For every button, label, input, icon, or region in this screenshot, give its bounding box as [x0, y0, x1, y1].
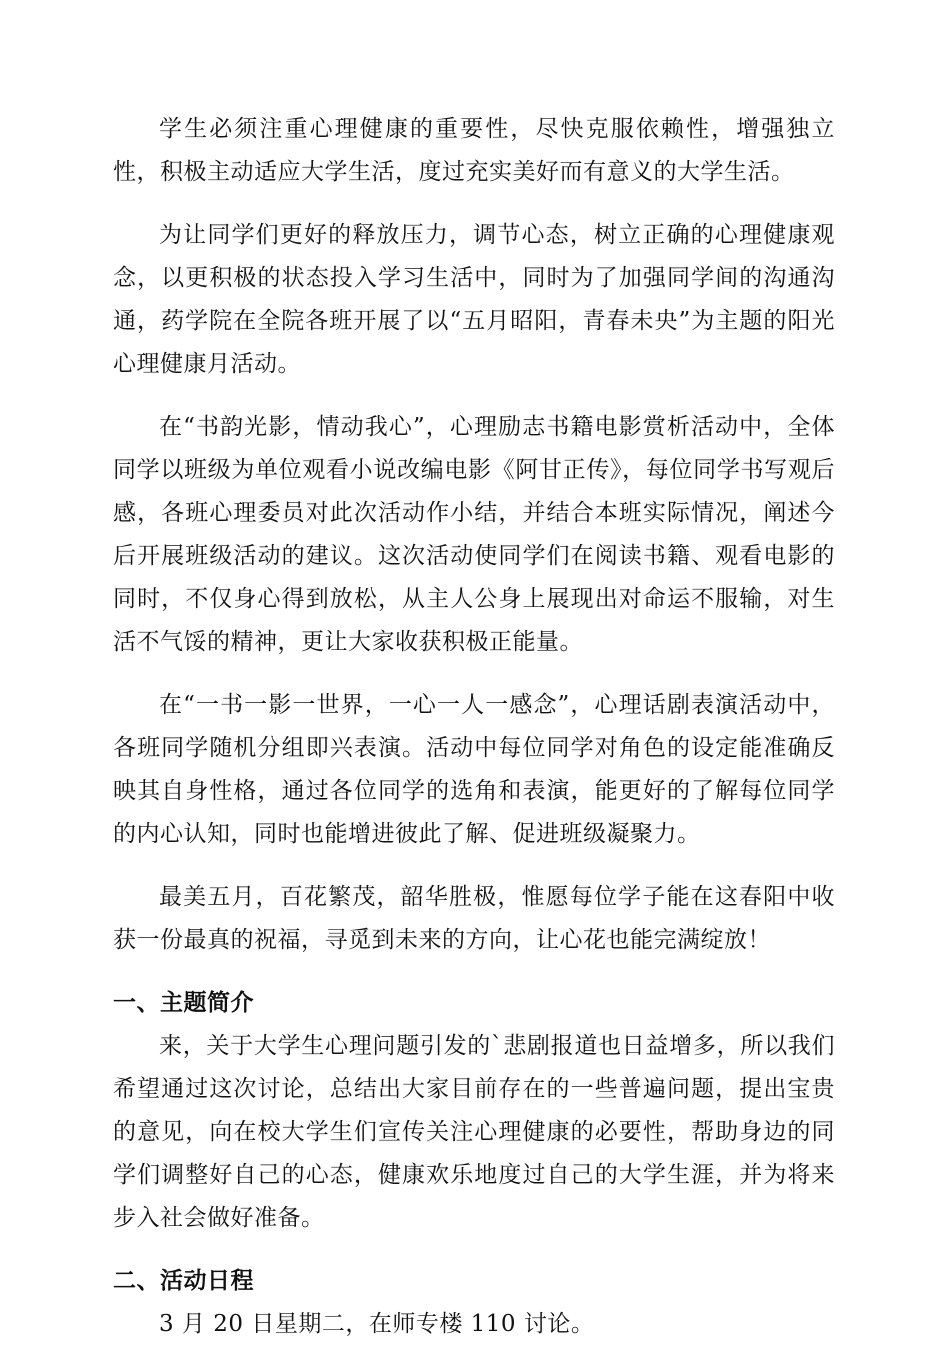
paragraph-book-film-activity: 在“书韵光影，情动我心”，心理励志书籍电影赏析活动中，全体同学以班级为单位观看小说改编电影《阿甘正传》，每位同学书写观后感，各班心理委员对此次活动作小结，并结合本班实际情况，阐述今后开展班级活动的建议。这次活动使同学们在阅读书籍、观看电影的同时，不仅身心得到放松，从主人公身上展现出对命运不服输，对生活不气馁的精神，更让大家收获积极正能量。	[113, 414, 835, 655]
section-heading-theme-intro: 一、主题简介	[113, 990, 254, 1016]
paragraph-schedule: 3 月 20 日星期二，在师专楼 110 讨论。	[159, 1311, 595, 1337]
paragraph-theme-intro: 来，关于大学生心理问题引发的`悲剧报道也日益增多，所以我们希望通过这次讨论，总结出大家目前存在的一些普遍问题，提出宝贵的意见，向在校大学生们宣传关注心理健康的必要性，帮助身边的同学们调整好自己的心态，健康欢乐地度过自己的大学生涯，并为将来步入社会做好准备。	[113, 1033, 835, 1231]
paragraph-closing-wish: 最美五月，百花繁茂，韶华胜极，惟愿每位学子能在这春阳中收获一份最真的祝福，寻觅到未来的方向，让心花也能完满绽放！	[113, 884, 835, 953]
paragraph-drama-activity: 在“一书一影一世界，一心一人一感念”，心理话剧表演活动中，各班同学随机分组即兴表演。活动中每位同学对角色的设定能准确反映其自身性格，通过各位同学的选角和表演，能更好的了解每位同学的内心认知，同时也能增进彼此了解、促进班级凝聚力。	[113, 692, 835, 847]
paragraph-mental-health-importance: 学生必须注重心理健康的重要性，尽快克服依赖性，增强独立性，积极主动适应大学生活，度过充实美好而有意义的大学生活。	[113, 116, 835, 185]
paragraph-activity-purpose: 为让同学们更好的释放压力，调节心态，树立正确的心理健康观念，以更积极的状态投入学习生活中，同时为了加强同学间的沟通沟通，药学院在全院各班开展了以“五月昭阳，青春未央”为主题的阳光心理健康月活动。	[113, 222, 835, 377]
document-page	[113, 108, 835, 1346]
section-heading-schedule: 二、活动日程	[113, 1268, 254, 1294]
